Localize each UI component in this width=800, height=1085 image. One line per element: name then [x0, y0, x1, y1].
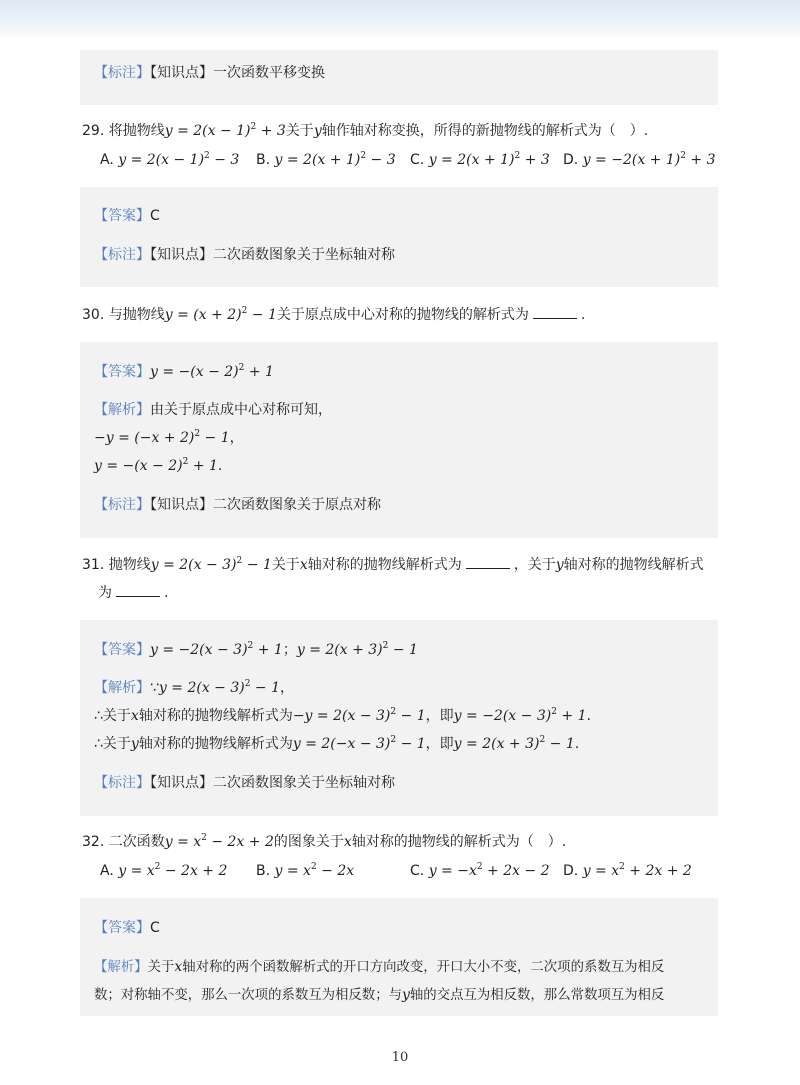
text-fragment: 【答案】	[94, 642, 150, 658]
answer-line-q32	[94, 918, 160, 938]
text-fragment: 2	[194, 429, 201, 439]
text-fragment: x	[343, 834, 352, 850]
text-fragment: y = 2(x − 3)	[158, 680, 245, 696]
text-fragment: 【解析】	[94, 960, 148, 975]
text-fragment: 【标注】	[94, 775, 150, 791]
text-fragment: + 3	[520, 152, 550, 168]
text-fragment: 抛物线	[108, 557, 151, 573]
text-fragment: 关于原点成中心对称的抛物线的解析式为	[276, 307, 529, 323]
text-fragment: .	[574, 736, 580, 752]
text-fragment: y = 2(x + 1)	[428, 152, 515, 168]
text-fragment: y = −(x − 2)	[150, 364, 239, 380]
text-fragment: y = x	[582, 863, 620, 879]
analysis-line-2-q32	[94, 985, 664, 1006]
text-fragment: 2	[390, 735, 397, 745]
text-fragment: − 1	[242, 557, 272, 573]
math-expression	[297, 642, 418, 658]
text-fragment: y = (x + 2)	[164, 307, 242, 323]
note-line-q28	[94, 63, 325, 83]
text-fragment: D.	[563, 152, 579, 168]
text-fragment: 二次函数图象关于坐标轴对称	[213, 775, 395, 791]
text-fragment: ∵	[150, 680, 159, 696]
text-fragment: .	[217, 458, 223, 474]
question-number: 31.	[82, 557, 105, 573]
note-tag: 【标注】	[94, 65, 150, 81]
text-fragment: 【答案】	[94, 920, 150, 936]
text-fragment: − 1	[388, 642, 418, 658]
text-fragment: 为	[98, 585, 112, 601]
text-fragment: 轴的交点互为相反数，那么常数项互为相反	[409, 988, 665, 1003]
text-fragment: 关于	[147, 960, 175, 975]
text-fragment: C.	[410, 152, 425, 168]
math-expression	[150, 642, 283, 658]
text-fragment: ，	[280, 680, 295, 696]
text-fragment: 轴对称的抛物线解析式为	[138, 736, 293, 752]
note-text: 一次函数平移变换	[213, 65, 325, 81]
text-fragment: B.	[256, 863, 271, 879]
knowledge-point-tag: 【知识点】	[150, 65, 213, 81]
text-fragment: y = 2(x + 1)	[274, 152, 361, 168]
text-fragment: + 3	[685, 152, 716, 168]
text-fragment: ，	[229, 430, 244, 446]
text-fragment: ，即	[425, 708, 454, 724]
text-fragment: y = 2(x − 3)	[150, 557, 237, 573]
text-fragment: 轴对称的抛物线解析式为	[307, 557, 462, 573]
text-fragment: 关于	[102, 736, 131, 752]
text-fragment: 【标注】	[94, 497, 150, 513]
text-fragment: y	[130, 736, 139, 752]
text-fragment: + 1	[556, 708, 587, 724]
text-fragment: y	[555, 557, 564, 573]
text-fragment: 轴对称的两个函数解析式的开口方向改变，开口大小不变，二次项的系数互为相反	[182, 960, 665, 975]
text-fragment: C.	[410, 863, 425, 879]
question-32-option-c	[410, 861, 550, 881]
text-fragment: 2	[390, 707, 397, 717]
text-fragment: + 1	[188, 458, 218, 474]
text-fragment: B.	[256, 152, 271, 168]
text-fragment: x	[174, 959, 183, 975]
text-fragment: − 1	[200, 430, 230, 446]
math-expression	[454, 708, 587, 724]
text-fragment: y = x	[118, 863, 155, 879]
text-fragment: + 1	[253, 642, 283, 658]
note-line-q29	[94, 245, 395, 265]
math-expression	[151, 557, 272, 573]
text-fragment: − 2x + 2	[206, 834, 274, 850]
text-fragment: 2	[551, 707, 557, 717]
text-fragment: ；	[282, 642, 297, 658]
text-fragment: − 1	[545, 736, 575, 752]
math-expression	[293, 736, 426, 752]
text-fragment: 轴对称的抛物线解析式为	[138, 708, 293, 724]
text-fragment: ∴	[94, 736, 103, 752]
text-fragment: 2	[201, 833, 207, 843]
text-fragment: 2	[250, 122, 257, 132]
text-fragment: 轴对称的抛物线解析式	[563, 557, 704, 573]
text-fragment: ，即	[425, 736, 454, 752]
text-fragment: y = 2(x − 1)	[164, 123, 251, 139]
text-fragment: 【标注】	[94, 247, 150, 263]
text-fragment: ，关于	[513, 557, 556, 573]
analysis-line-q30	[94, 400, 332, 420]
text-fragment: y = 2(x + 3)	[453, 736, 540, 752]
text-fragment: x	[130, 708, 139, 724]
text-fragment: 由关于原点成中心对称可知，	[150, 402, 332, 418]
page-number: 10	[391, 1050, 409, 1065]
math-expression	[118, 152, 239, 168]
analysis-line-q32	[94, 957, 664, 978]
math-expression	[275, 863, 355, 879]
text-fragment: x	[299, 557, 308, 573]
text-fragment: 二次函数图象关于原点对称	[213, 497, 381, 513]
text-fragment: y = −2(x + 1)	[582, 152, 681, 168]
note-line-q31	[94, 773, 395, 793]
math-expression	[429, 152, 550, 168]
analysis-step-2-q31	[94, 734, 579, 754]
question-30-stem	[82, 305, 585, 325]
text-fragment: 数；对称轴不变，那么一次项的系数互为相反数；与	[94, 988, 402, 1003]
text-fragment: 2	[241, 306, 248, 316]
text-fragment: 2	[310, 862, 317, 872]
question-32-option-d	[563, 861, 692, 881]
text-fragment: 2	[680, 151, 686, 161]
analysis-step-1-q31	[94, 706, 591, 726]
question-29-option-d	[563, 150, 716, 170]
text-fragment: 关于	[271, 557, 300, 573]
note-line-q30	[94, 495, 381, 515]
text-fragment: 2	[360, 151, 367, 161]
text-fragment: + 1	[244, 364, 274, 380]
text-fragment: y = −2(x − 3)	[453, 708, 552, 724]
text-fragment: .	[586, 708, 591, 724]
text-fragment: y = −2(x − 3)	[150, 642, 248, 658]
text-fragment: 2	[382, 641, 389, 651]
question-32-option-b	[256, 861, 354, 881]
analysis-step-2-q30	[94, 456, 222, 476]
text-fragment: + 2x + 2	[624, 863, 692, 879]
text-fragment: −y = 2(x − 3)	[292, 708, 391, 724]
math-expression	[583, 152, 716, 168]
text-fragment: y = −x	[428, 863, 477, 879]
text-fragment: y = x	[274, 863, 311, 879]
question-29-option-b	[256, 150, 396, 170]
text-fragment: 2	[539, 735, 546, 745]
text-fragment: ∴	[94, 708, 103, 724]
math-expression	[275, 152, 396, 168]
math-expression	[94, 430, 230, 446]
math-expression	[165, 834, 274, 850]
answer-line-q31	[94, 640, 418, 660]
text-fragment: 轴对称的抛物线的解析式为（ ）.	[351, 834, 567, 850]
text-fragment: 【解析】	[94, 680, 150, 696]
top-header-band	[0, 0, 800, 40]
text-fragment: 2	[204, 151, 210, 161]
text-fragment: 二次函数	[108, 834, 165, 850]
question-29-option-a	[100, 150, 239, 170]
text-fragment: + 2x − 2	[482, 863, 550, 879]
text-fragment: 与抛物线	[108, 307, 165, 323]
question-number: 29.	[82, 123, 105, 139]
text-fragment: y = 2(x − 1)	[118, 152, 205, 168]
text-fragment: .	[580, 307, 586, 323]
math-expression	[159, 680, 280, 696]
text-fragment: C	[150, 920, 160, 936]
text-fragment: 轴作轴对称变换，所得的新抛物线的解析式为（ ）.	[321, 123, 649, 139]
text-fragment: A.	[100, 152, 114, 168]
text-fragment: 2	[182, 457, 189, 467]
text-fragment: 【解析】	[94, 402, 150, 418]
text-fragment: 2	[244, 679, 251, 689]
text-fragment: 的图象关于	[273, 834, 344, 850]
math-expression	[293, 708, 426, 724]
text-fragment: − 1	[250, 680, 281, 696]
text-fragment: − 1	[396, 736, 426, 752]
text-fragment: 2	[476, 862, 483, 872]
answer-line-q29	[94, 206, 160, 226]
text-fragment: 【答案】	[94, 364, 150, 380]
text-fragment: − 3	[366, 152, 396, 168]
text-fragment: − 3	[209, 152, 240, 168]
text-fragment: 【答案】	[94, 208, 150, 224]
text-fragment: 【知识点】	[150, 497, 213, 513]
math-expression	[429, 863, 550, 879]
text-fragment: y	[313, 123, 322, 139]
question-29-option-c	[410, 150, 550, 170]
question-32-option-a	[100, 861, 227, 881]
math-expression	[150, 364, 274, 380]
text-fragment: 2	[154, 862, 161, 872]
text-fragment: 关于	[285, 123, 314, 139]
text-fragment: 2	[514, 151, 521, 161]
text-fragment: 2	[236, 556, 243, 566]
text-fragment: .	[164, 585, 169, 601]
question-number: 30.	[82, 307, 105, 323]
answer-blank	[466, 556, 510, 569]
math-expression	[118, 863, 227, 879]
question-31-stem	[82, 555, 704, 575]
text-fragment: y = 2(−x − 3)	[292, 736, 391, 752]
question-32-stem	[82, 832, 566, 852]
text-fragment: 二次函数图象关于坐标轴对称	[213, 247, 395, 263]
text-fragment: −y = (−x + 2)	[94, 430, 195, 446]
text-fragment: 2	[619, 862, 625, 872]
math-expression	[165, 123, 286, 139]
math-expression	[454, 736, 575, 752]
text-fragment: y	[401, 987, 410, 1003]
text-fragment: 【知识点】	[150, 775, 213, 791]
answer-line-q30	[94, 362, 274, 382]
analysis-step-1-q30	[94, 428, 244, 448]
answer-blank	[116, 584, 160, 597]
math-expression	[583, 863, 692, 879]
question-29-stem	[82, 121, 648, 141]
text-fragment: C	[150, 208, 160, 224]
answer-blank	[533, 306, 577, 319]
text-fragment: − 1	[396, 708, 426, 724]
text-fragment: − 2x + 2	[160, 863, 228, 879]
solution-panel-q29	[80, 187, 718, 287]
text-fragment: 【知识点】	[150, 247, 213, 263]
text-fragment: 2	[247, 641, 254, 651]
math-expression	[165, 307, 277, 323]
text-fragment: − 1	[247, 307, 277, 323]
text-fragment: A.	[100, 863, 114, 879]
text-fragment: + 3	[256, 123, 286, 139]
text-fragment: y = x	[164, 834, 202, 850]
math-expression	[94, 458, 218, 474]
text-fragment: 将抛物线	[108, 123, 165, 139]
text-fragment: 关于	[102, 708, 131, 724]
text-fragment: − 2x	[316, 863, 355, 879]
question-number: 32.	[82, 834, 105, 850]
text-fragment: y = −(x − 2)	[94, 458, 183, 474]
analysis-line-q31	[94, 678, 294, 698]
question-31-stem-line-2	[98, 583, 168, 603]
text-fragment: D.	[563, 863, 579, 879]
text-fragment: 2	[238, 363, 245, 373]
text-fragment: y = 2(x + 3)	[296, 642, 383, 658]
